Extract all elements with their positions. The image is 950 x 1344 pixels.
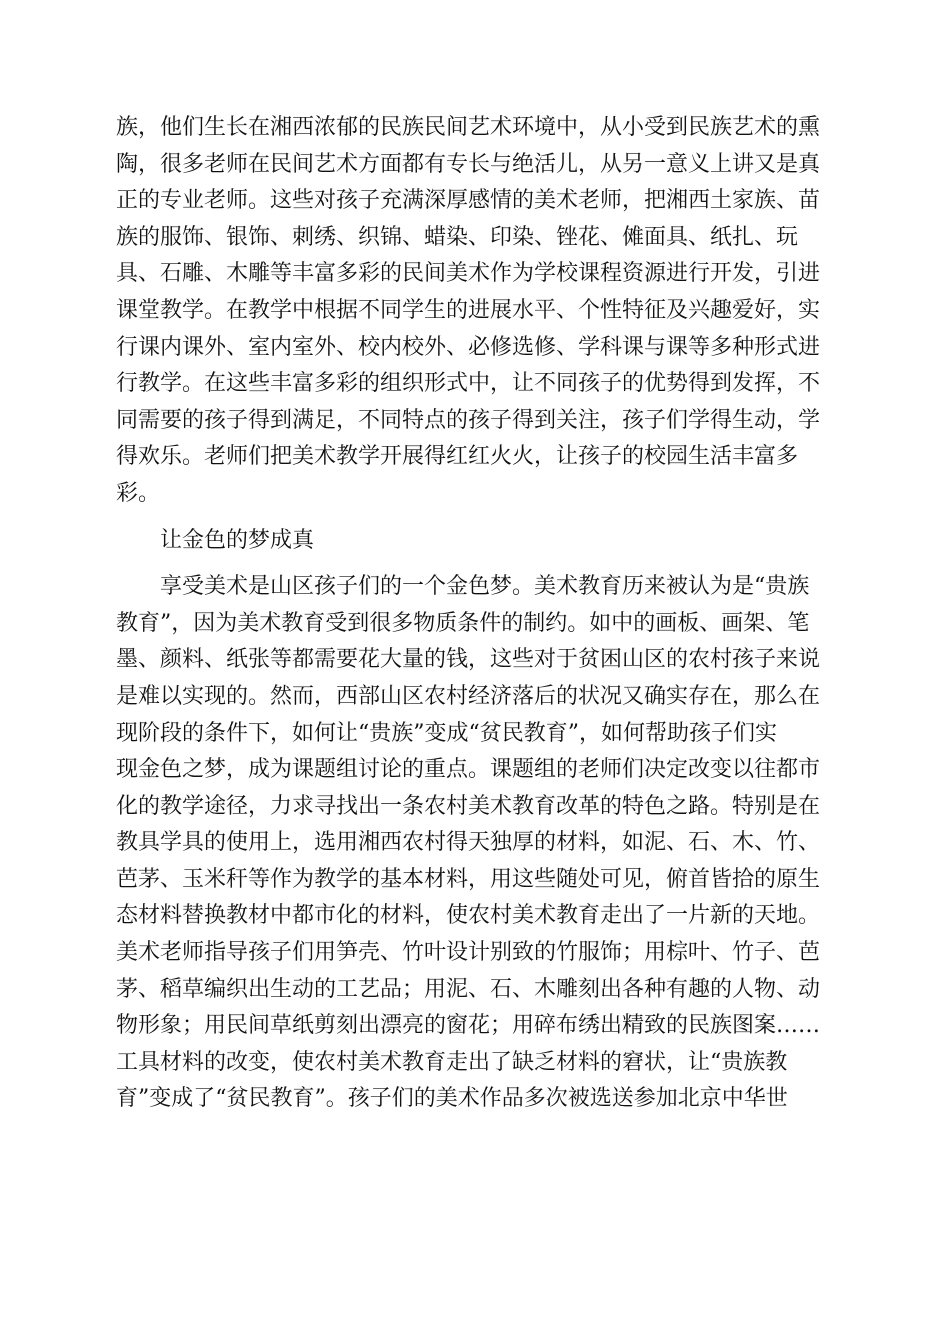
text-line: 茅、稻草编织出生动的工艺品；用泥、石、木雕刻出各种有趣的人物、动 — [116, 976, 821, 1002]
text-line: 族，他们生长在湘西浓郁的民族民间艺术环境中，从小受到民族艺术的熏 — [116, 115, 821, 140]
text-line: 工具材料的改变，使农村美术教育走出了缺乏材料的窘状，让“贵族教 — [116, 1049, 788, 1075]
text-line: 教具学具的使用上，选用湘西农村得天独厚的材料，如泥、石、木、竹、 — [116, 830, 821, 856]
section-heading: 让金色的梦成真 — [160, 527, 315, 553]
text-line: 行课内课外、室内室外、校内校外、必修选修、学科课与课等多种形式进 — [116, 334, 821, 360]
text-line: 芭茅、玉米秆等作为教学的基本材料，用这些随处可见，俯首皆拾的原生 — [116, 866, 821, 892]
text-line: 是难以实现的。然而，西部山区农村经济落后的状况又确实存在，那么在 — [116, 683, 821, 709]
text-line: 教育”，因为美术教育受到很多物质条件的制约。如中的画板、画架、笔 — [116, 610, 810, 636]
text-line: 具、石雕、木雕等丰富多彩的民间美术作为学校课程资源进行开发，引进 — [116, 261, 821, 287]
paragraph-golden-dream — [116, 569, 836, 1118]
text-line: 现金色之梦，成为课题组讨论的重点。课题组的老师们决定改变以往都市 — [116, 757, 821, 783]
text-line: 陶，很多老师在民间艺术方面都有专长与绝活儿，从另一意义上讲又是真 — [116, 151, 821, 177]
paragraph-gap — [116, 513, 836, 523]
text-line: 墨、颜料、纸张等都需要花大量的钱，这些对于贫困山区的农村孩子来说 — [116, 647, 821, 673]
text-line: 现阶段的条件下，如何让“贵族”变成“贫民教育”，如何帮助孩子们实 — [116, 720, 777, 746]
text-line: 美术老师指导孩子们用笋壳、竹叶设计别致的竹服饰；用棕叶、竹子、芭 — [116, 940, 821, 966]
text-line: 物形象；用民间草纸剪刻出漂亮的窗花；用碎布绣出精致的民族图案…… — [116, 1013, 821, 1039]
text-line: 育”变成了“贫民教育”。孩子们的美术作品多次被选送参加北京中华世 — [116, 1086, 788, 1112]
paragraph-gap — [116, 559, 836, 569]
text-line: 行教学。在这些丰富多彩的组织形式中，让不同孩子的优势得到发挥，不 — [116, 371, 821, 397]
text-line: 正的专业老师。这些对孩子充满深厚感情的美术老师，把湘西土家族、苗 — [116, 188, 821, 214]
paragraph-folk-art-teachers — [116, 110, 836, 513]
text-line: 同需要的孩子得到满足，不同特点的孩子得到关注，孩子们学得生动，学 — [116, 407, 821, 433]
document-body — [116, 110, 836, 1118]
text-line: 课堂教学。在教学中根据不同学生的进展水平、个性特征及兴趣爱好，实 — [116, 297, 821, 323]
text-line: 彩。 — [116, 480, 161, 506]
text-line: 享受美术是山区孩子们的一个金色梦。美术教育历来被认为是“贵族 — [160, 574, 810, 600]
text-line: 族的服饰、银饰、刺绣、织锦、蜡染、印染、锉花、傩面具、纸扎、玩 — [116, 224, 799, 250]
text-line: 得欢乐。老师们把美术教学开展得红红火火，让孩子的校园生活丰富多 — [116, 444, 799, 470]
text-line: 化的教学途径，力求寻找出一条农村美术教育改革的特色之路。特别是在 — [116, 793, 821, 819]
text-line: 态材料替换教材中都市化的材料，使农村美术教育走出了一片新的天地。 — [116, 903, 821, 929]
